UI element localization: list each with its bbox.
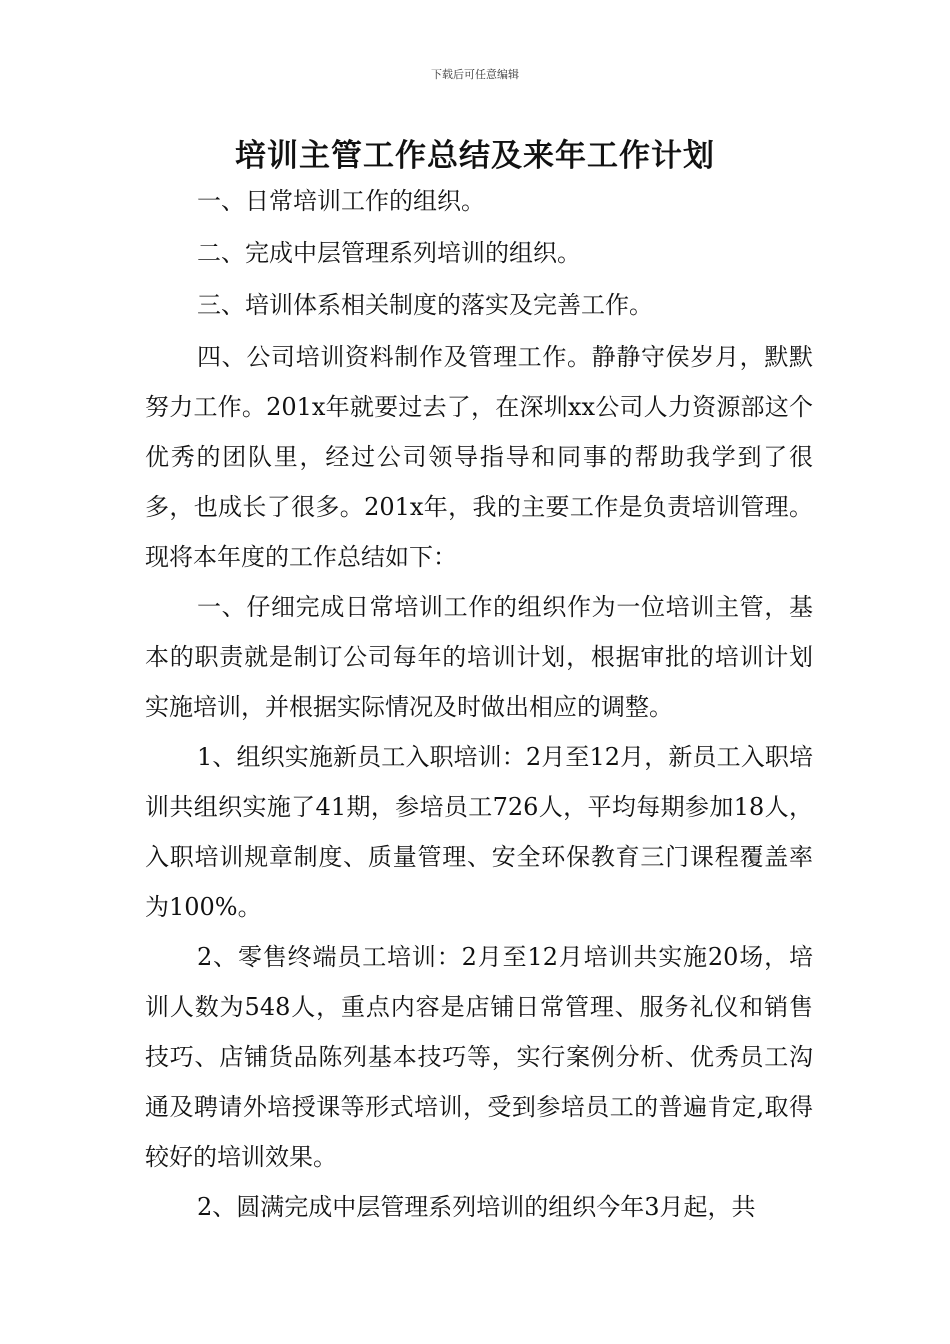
document-body — [145, 176, 813, 1232]
paragraph-1: 一、日常培训工作的组织。 — [197, 187, 485, 215]
document-title: 培训主管工作总结及来年工作计划 — [235, 138, 715, 174]
paragraph-7: 2、零售终端员工培训：2月至12月培训共实施20场，培训人数为548人，重点内容是店铺日常管理、服务礼仪和销售技巧、店铺货品陈列基本技巧等，实行案例分析、优秀员工沟通及聘请外培授课等形式培训，受到参培员工的普遍肯定,取得较好的培训效果。 — [145, 943, 813, 1171]
paragraph-4: 四、公司培训资料制作及管理工作。静静守侯岁月，默默努力工作。201x年就要过去了，在深圳xx公司人力资源部这个优秀的团队里，经过公司领导指导和同事的帮助我学到了很多，也成长了很多。201x年，我的主要工作是负责培训管理。现将本年度的工作总结如下： — [145, 343, 813, 571]
paragraph-3: 三、培训体系相关制度的落实及完善工作。 — [197, 291, 653, 319]
paragraph-6: 1、组织实施新员工入职培训：2月至12月，新员工入职培训共组织实施了41期，参培员工726人，平均每期参加18人，入职培训规章制度、质量管理、安全环保教育三门课程覆盖率为100%。 — [145, 743, 813, 921]
paragraph-8: 2、圆满完成中层管理系列培训的组织今年3月起，共 — [197, 1193, 756, 1221]
paragraph-2: 二、完成中层管理系列培训的组织。 — [197, 239, 581, 267]
paragraph-5: 一、仔细完成日常培训工作的组织作为一位培训主管，基本的职责就是制订公司每年的培训计划，根据审批的培训计划实施培训，并根据实际情况及时做出相应的调整。 — [145, 593, 813, 721]
header-note: 下载后可任意编辑 — [431, 68, 519, 81]
